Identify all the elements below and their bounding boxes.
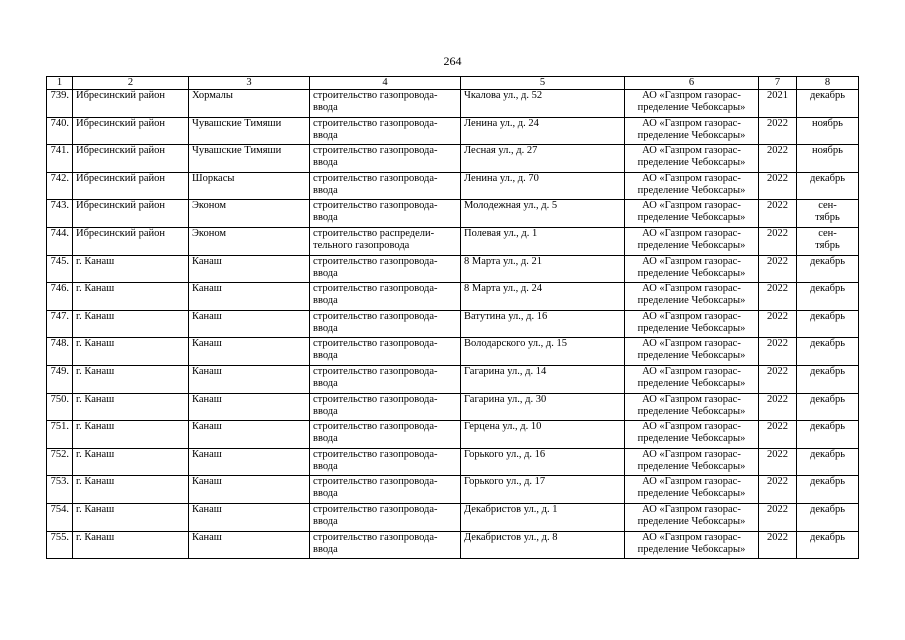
district-cell: Ибресинский район <box>73 172 189 200</box>
work-type-line: ввода <box>313 515 338 527</box>
work-type-cell <box>310 255 461 283</box>
work-type-cell <box>310 200 461 228</box>
column-header-7: 7 <box>759 77 797 90</box>
year-cell: 2022 <box>759 200 797 228</box>
month-line: декабрь <box>810 255 845 267</box>
organization-line: пределение Чебоксары» <box>637 405 746 417</box>
work-type-line: ввода <box>313 267 338 279</box>
settlement-cell: Эконом <box>189 200 310 228</box>
year-cell: 2022 <box>759 365 797 393</box>
organization-line: пределение Чебоксары» <box>637 212 746 224</box>
column-header-6: 6 <box>625 77 759 90</box>
month-cell <box>797 227 859 255</box>
row-number-cell: 739. <box>47 90 73 118</box>
row-number-cell: 746. <box>47 283 73 311</box>
month-line: сен- <box>818 200 837 212</box>
work-type-line: ввода <box>313 295 338 307</box>
organization-cell <box>625 310 759 338</box>
row-number-cell: 744. <box>47 227 73 255</box>
month-line: декабрь <box>810 338 845 350</box>
organization-line: АО «Газпром газорас- <box>642 200 741 212</box>
month-line: декабрь <box>810 476 845 488</box>
month-cell <box>797 145 859 173</box>
work-type-cell <box>310 145 461 173</box>
page-number: 264 <box>443 54 462 68</box>
work-type-cell <box>310 338 461 366</box>
work-type-line: строительство газопровода- <box>313 172 438 184</box>
month-line: тябрь <box>815 212 840 224</box>
row-number-cell: 754. <box>47 503 73 531</box>
work-type-cell <box>310 448 461 476</box>
work-type-line: ввода <box>313 129 338 141</box>
month-line: декабрь <box>810 172 845 184</box>
organization-line: пределение Чебоксары» <box>637 322 746 334</box>
settlement-cell: Канаш <box>189 421 310 449</box>
organization-cell <box>625 145 759 173</box>
month-line: ноябрь <box>812 117 843 129</box>
table-row <box>47 393 859 421</box>
table-body <box>47 90 859 559</box>
organization-line: АО «Газпром газорас- <box>642 476 741 488</box>
address-cell: Декабристов ул., д. 8 <box>461 531 625 559</box>
work-type-line: строительство газопровода- <box>313 448 438 460</box>
work-type-line: строительство газопровода- <box>313 421 438 433</box>
table-row <box>47 90 859 118</box>
year-cell: 2022 <box>759 145 797 173</box>
column-number-row <box>47 77 859 90</box>
work-type-cell <box>310 310 461 338</box>
table-row <box>47 283 859 311</box>
organization-line: АО «Газпром газорас- <box>642 393 741 405</box>
district-cell: г. Канаш <box>73 338 189 366</box>
year-cell: 2022 <box>759 338 797 366</box>
organization-cell <box>625 117 759 145</box>
address-cell: 8 Марта ул., д. 21 <box>461 255 625 283</box>
organization-line: пределение Чебоксары» <box>637 350 746 362</box>
work-type-line: ввода <box>313 405 338 417</box>
month-cell <box>797 503 859 531</box>
address-cell: Полевая ул., д. 1 <box>461 227 625 255</box>
address-cell: Ленина ул., д. 24 <box>461 117 625 145</box>
district-cell: г. Канаш <box>73 283 189 311</box>
organization-cell <box>625 90 759 118</box>
month-cell <box>797 172 859 200</box>
organization-line: АО «Газпром газорас- <box>642 255 741 267</box>
organization-line: АО «Газпром газорас- <box>642 145 741 157</box>
settlement-cell: Канаш <box>189 448 310 476</box>
column-header-5: 5 <box>461 77 625 90</box>
month-cell <box>797 531 859 559</box>
work-type-line: строительство газопровода- <box>313 90 438 101</box>
month-line: тябрь <box>815 239 840 251</box>
settlement-cell: Канаш <box>189 476 310 504</box>
work-type-line: строительство газопровода- <box>313 117 438 129</box>
month-cell <box>797 200 859 228</box>
work-type-line: ввода <box>313 433 338 445</box>
month-cell <box>797 310 859 338</box>
district-cell: Ибресинский район <box>73 227 189 255</box>
column-header-8: 8 <box>797 77 859 90</box>
address-cell: Горького ул., д. 16 <box>461 448 625 476</box>
month-cell <box>797 448 859 476</box>
address-cell: Горького ул., д. 17 <box>461 476 625 504</box>
work-type-cell <box>310 172 461 200</box>
table-row <box>47 448 859 476</box>
month-cell <box>797 365 859 393</box>
table-row <box>47 503 859 531</box>
year-cell: 2022 <box>759 255 797 283</box>
organization-line: АО «Газпром газорас- <box>642 90 741 101</box>
district-cell: г. Канаш <box>73 365 189 393</box>
work-type-cell <box>310 503 461 531</box>
row-number-cell: 749. <box>47 365 73 393</box>
organization-line: пределение Чебоксары» <box>637 157 746 169</box>
table-row <box>47 255 859 283</box>
table-row <box>47 145 859 173</box>
organization-cell <box>625 255 759 283</box>
district-cell: г. Канаш <box>73 448 189 476</box>
table-row <box>47 117 859 145</box>
work-type-line: ввода <box>313 102 338 113</box>
month-cell <box>797 117 859 145</box>
address-cell: Володарского ул., д. 15 <box>461 338 625 366</box>
district-cell: Ибресинский район <box>73 145 189 173</box>
work-type-cell <box>310 283 461 311</box>
month-cell <box>797 283 859 311</box>
gas-pipeline-registry-table <box>46 76 859 559</box>
work-type-line: строительство распредели- <box>313 227 435 239</box>
organization-cell <box>625 172 759 200</box>
district-cell: г. Канаш <box>73 503 189 531</box>
organization-line: АО «Газпром газорас- <box>642 310 741 322</box>
year-cell: 2022 <box>759 310 797 338</box>
year-cell: 2022 <box>759 476 797 504</box>
organization-line: АО «Газпром газорас- <box>642 283 741 295</box>
organization-cell <box>625 365 759 393</box>
row-number-cell: 747. <box>47 310 73 338</box>
district-cell: Ибресинский район <box>73 90 189 118</box>
work-type-line: строительство газопровода- <box>313 338 438 350</box>
work-type-line: ввода <box>313 212 338 224</box>
table-row <box>47 227 859 255</box>
year-cell: 2022 <box>759 503 797 531</box>
settlement-cell: Канаш <box>189 283 310 311</box>
organization-line: пределение Чебоксары» <box>637 129 746 141</box>
organization-line: пределение Чебоксары» <box>637 515 746 527</box>
organization-line: АО «Газпром газорас- <box>642 227 741 239</box>
organization-cell <box>625 200 759 228</box>
table-row <box>47 338 859 366</box>
row-number-cell: 748. <box>47 338 73 366</box>
organization-cell <box>625 531 759 559</box>
organization-cell <box>625 283 759 311</box>
year-cell: 2022 <box>759 117 797 145</box>
address-cell: Герцена ул., д. 10 <box>461 421 625 449</box>
organization-cell <box>625 421 759 449</box>
settlement-cell: Канаш <box>189 310 310 338</box>
address-cell: Гагарина ул., д. 14 <box>461 365 625 393</box>
row-number-cell: 741. <box>47 145 73 173</box>
district-cell: г. Канаш <box>73 531 189 559</box>
work-type-cell <box>310 531 461 559</box>
organization-line: АО «Газпром газорас- <box>642 365 741 377</box>
row-number-cell: 755. <box>47 531 73 559</box>
column-header-4: 4 <box>310 77 461 90</box>
settlement-cell: Канаш <box>189 255 310 283</box>
month-cell <box>797 393 859 421</box>
organization-line: АО «Газпром газорас- <box>642 172 741 184</box>
organization-cell <box>625 448 759 476</box>
work-type-line: строительство газопровода- <box>313 200 438 212</box>
district-cell: г. Канаш <box>73 310 189 338</box>
district-cell: Ибресинский район <box>73 117 189 145</box>
settlement-cell: Канаш <box>189 365 310 393</box>
address-cell: Молодежная ул., д. 5 <box>461 200 625 228</box>
row-number-cell: 750. <box>47 393 73 421</box>
work-type-line: ввода <box>313 350 338 362</box>
organization-line: пределение Чебоксары» <box>637 239 746 251</box>
year-cell: 2022 <box>759 393 797 421</box>
column-header-2: 2 <box>73 77 189 90</box>
year-cell: 2022 <box>759 227 797 255</box>
work-type-line: ввода <box>313 460 338 472</box>
table-row <box>47 476 859 504</box>
column-header-3: 3 <box>189 77 310 90</box>
work-type-cell <box>310 421 461 449</box>
year-cell: 2021 <box>759 90 797 118</box>
work-type-line: строительство газопровода- <box>313 503 438 515</box>
work-type-line: ввода <box>313 488 338 500</box>
month-line: декабрь <box>810 310 845 322</box>
table-row <box>47 421 859 449</box>
year-cell: 2022 <box>759 172 797 200</box>
month-line: декабрь <box>810 283 845 295</box>
row-number-cell: 752. <box>47 448 73 476</box>
organization-line: пределение Чебоксары» <box>637 460 746 472</box>
table-row <box>47 365 859 393</box>
organization-line: пределение Чебоксары» <box>637 184 746 196</box>
table-row <box>47 200 859 228</box>
work-type-cell <box>310 117 461 145</box>
month-cell <box>797 338 859 366</box>
organization-line: АО «Газпром газорас- <box>642 117 741 129</box>
organization-cell <box>625 338 759 366</box>
work-type-line: строительство газопровода- <box>313 531 438 543</box>
month-cell <box>797 476 859 504</box>
work-type-cell <box>310 365 461 393</box>
organization-line: АО «Газпром газорас- <box>642 448 741 460</box>
row-number-cell: 743. <box>47 200 73 228</box>
settlement-cell: Канаш <box>189 338 310 366</box>
work-type-cell <box>310 393 461 421</box>
settlement-cell: Шоркасы <box>189 172 310 200</box>
organization-cell <box>625 393 759 421</box>
table-row <box>47 531 859 559</box>
row-number-cell: 745. <box>47 255 73 283</box>
address-cell: Ленина ул., д. 70 <box>461 172 625 200</box>
table-header <box>47 77 859 90</box>
month-line: декабрь <box>810 531 845 543</box>
district-cell: г. Канаш <box>73 421 189 449</box>
district-cell: г. Канаш <box>73 476 189 504</box>
district-cell: г. Канаш <box>73 393 189 421</box>
organization-line: АО «Газпром газорас- <box>642 503 741 515</box>
organization-cell <box>625 227 759 255</box>
work-type-line: строительство газопровода- <box>313 310 438 322</box>
work-type-line: ввода <box>313 322 338 334</box>
month-line: декабрь <box>810 90 845 101</box>
year-cell: 2022 <box>759 283 797 311</box>
month-line: декабрь <box>810 448 845 460</box>
address-cell: Лесная ул., д. 27 <box>461 145 625 173</box>
work-type-line: ввода <box>313 157 338 169</box>
settlement-cell: Эконом <box>189 227 310 255</box>
organization-line: пределение Чебоксары» <box>637 377 746 389</box>
address-cell: Декабристов ул., д. 1 <box>461 503 625 531</box>
organization-line: АО «Газпром газорас- <box>642 338 741 350</box>
organization-line: пределение Чебоксары» <box>637 433 746 445</box>
work-type-line: строительство газопровода- <box>313 283 438 295</box>
organization-cell <box>625 476 759 504</box>
month-line: сен- <box>818 227 837 239</box>
district-cell: Ибресинский район <box>73 200 189 228</box>
year-cell: 2022 <box>759 448 797 476</box>
work-type-cell <box>310 227 461 255</box>
work-type-line: тельного газопровода <box>313 239 410 251</box>
organization-line: пределение Чебоксары» <box>637 543 746 555</box>
month-cell <box>797 255 859 283</box>
address-cell: Чкалова ул., д. 52 <box>461 90 625 118</box>
year-cell: 2022 <box>759 531 797 559</box>
column-header-1: 1 <box>47 77 73 90</box>
organization-cell <box>625 503 759 531</box>
row-number-cell: 751. <box>47 421 73 449</box>
address-cell: 8 Марта ул., д. 24 <box>461 283 625 311</box>
organization-line: АО «Газпром газорас- <box>642 421 741 433</box>
organization-line: пределение Чебоксары» <box>637 488 746 500</box>
settlement-cell: Канаш <box>189 393 310 421</box>
month-line: ноябрь <box>812 145 843 157</box>
work-type-cell <box>310 90 461 118</box>
month-cell <box>797 421 859 449</box>
work-type-line: строительство газопровода- <box>313 145 438 157</box>
work-type-line: ввода <box>313 543 338 555</box>
month-line: декабрь <box>810 503 845 515</box>
settlement-cell: Чувашские Тимяши <box>189 117 310 145</box>
settlement-cell: Канаш <box>189 503 310 531</box>
settlement-cell: Хормалы <box>189 90 310 118</box>
row-number-cell: 753. <box>47 476 73 504</box>
month-line: декабрь <box>810 421 845 433</box>
row-number-cell: 740. <box>47 117 73 145</box>
organization-line: пределение Чебоксары» <box>637 267 746 279</box>
year-cell: 2022 <box>759 421 797 449</box>
row-number-cell: 742. <box>47 172 73 200</box>
settlement-cell: Чувашские Тимяши <box>189 145 310 173</box>
month-cell <box>797 90 859 118</box>
district-cell: г. Канаш <box>73 255 189 283</box>
settlement-cell: Канаш <box>189 531 310 559</box>
address-cell: Ватутина ул., д. 16 <box>461 310 625 338</box>
table-row <box>47 310 859 338</box>
work-type-line: ввода <box>313 377 338 389</box>
work-type-line: строительство газопровода- <box>313 255 438 267</box>
organization-line: пределение Чебоксары» <box>637 295 746 307</box>
organization-line: пределение Чебоксары» <box>637 102 746 113</box>
work-type-cell <box>310 476 461 504</box>
work-type-line: строительство газопровода- <box>313 365 438 377</box>
address-cell: Гагарина ул., д. 30 <box>461 393 625 421</box>
month-line: декабрь <box>810 393 845 405</box>
table-row <box>47 172 859 200</box>
work-type-line: строительство газопровода- <box>313 476 438 488</box>
work-type-line: строительство газопровода- <box>313 393 438 405</box>
month-line: декабрь <box>810 365 845 377</box>
organization-line: АО «Газпром газорас- <box>642 531 741 543</box>
work-type-line: ввода <box>313 184 338 196</box>
